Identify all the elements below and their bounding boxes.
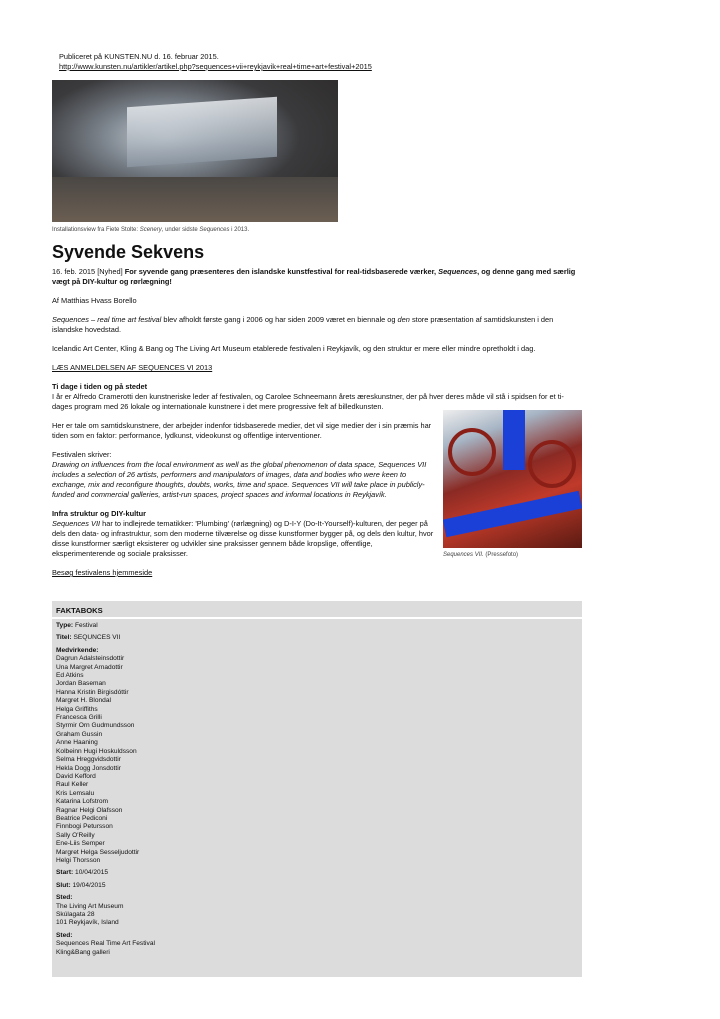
participant: Helgi Thorsson xyxy=(56,856,101,864)
participant: Katarina Lofstrom xyxy=(56,798,109,806)
paragraph-5 xyxy=(52,519,434,559)
press-photo-caption xyxy=(443,550,518,560)
p-italic: Sequences – real time art festival xyxy=(52,315,162,324)
article-url-link[interactable]: http://www.kunsten.nu/artikler/artikel.php?sequences+vii+reykjavik+real+time+art+festival+2015 xyxy=(59,62,372,71)
festival-homepage-link[interactable]: Besøg festivalens hjemmeside xyxy=(52,568,153,577)
participant: Styrmir Orn Gudmundsson xyxy=(56,722,135,730)
venue-line: The Living Art Museum xyxy=(56,902,124,910)
venue-line: Sequences Real Time Art Festival xyxy=(56,940,155,948)
value: SEQUNCES VII xyxy=(71,634,121,642)
fact-participants xyxy=(56,647,155,866)
fact-box xyxy=(52,601,582,977)
paragraph-4: Her er tale om samtidskunstnere, der arbejder indenfor tidsbaserede medier, det vil sige medier der i sin præmis har tiden som en faktor: performance, lydkunst, videokunst og offentlige interventioner. xyxy=(52,421,432,440)
venue-line: Kling&Bang galleri xyxy=(56,948,110,956)
participant: Hekla Dogg Jonsdottir xyxy=(56,764,121,772)
value: 19/04/2015 xyxy=(70,881,106,889)
caption-text: i 2013. xyxy=(229,227,250,233)
lead-date: 16. feb. 2015 [Nyhed] xyxy=(52,267,125,276)
lead xyxy=(52,267,582,287)
participant: Margret Helga Sesseljudottir xyxy=(56,848,140,856)
paragraph-3: I år er Alfredo Cramerotti den kunstneriske leder af festivalen, og Carolee Schneemann årets æreskunstner, der på hver deres måde vil stå i spidsen for et ti-dages program med 26 lokale og internationale kunstnere i det mere progressive felt af billedkunsten. xyxy=(52,392,564,411)
author: Af Matthias Hvass Borello xyxy=(52,296,137,305)
label: Sted: xyxy=(56,931,73,939)
participant: Selma Hreggvidsdottir xyxy=(56,756,121,764)
participant: Ene-Liis Semper xyxy=(56,840,105,848)
label: Medvirkende: xyxy=(56,646,99,654)
participant: Margret H. Blondal xyxy=(56,697,111,705)
label: Slut: xyxy=(56,881,71,889)
caption-text: Installationsview fra Fiete Stolte: xyxy=(52,227,140,233)
divider xyxy=(52,617,582,619)
participant: Kris Lemsalu xyxy=(56,789,95,797)
participant: Hanna Kristin Birgisdóttir xyxy=(56,688,129,696)
fact-venue-2 xyxy=(56,932,155,957)
participant: Graham Gussin xyxy=(56,730,103,738)
fact-end xyxy=(56,882,155,890)
quote-intro: Festivalen skriver: xyxy=(52,450,112,459)
fact-start xyxy=(56,869,155,877)
subheading-2: Infra struktur og DIY-kultur xyxy=(52,509,147,518)
participant: Jordan Baseman xyxy=(56,680,106,688)
photo-caption xyxy=(52,225,249,235)
p-italic: den xyxy=(397,315,410,324)
paragraph-2: Icelandic Art Center, Kling & Bang og The Living Art Museum etablerede festivalen i Reykjavík, og den struktur er mere eller mindre opretholdt i dag. xyxy=(52,344,536,353)
participant: Kolbeinn Hugi Hoskuldsson xyxy=(56,747,137,755)
venue-line: 101 Reykjavík, Island xyxy=(56,919,119,927)
lead-festival: Sequences xyxy=(438,267,478,276)
festival-quote: Drawing on influences from the local environment as well as the global phenomenon of data space, Sequences VII includes a selection of 26 artists, performers and manipulators of images, data and bodies who were keen to exchange, mix and reconfigure thoughts, doubts, works, time and space. Sequences VII will take place in publicly-funded and commercial galleries, artist-run spaces, project spaces and informal locations in Reykjavík. xyxy=(52,460,427,499)
lead-text: , og denne gang med særlig vægt på DIY-kultur og rørlægning! xyxy=(52,267,576,286)
label: Sted: xyxy=(56,894,73,902)
participant: Helga Griffiths xyxy=(56,705,98,713)
paragraph-1 xyxy=(52,315,582,335)
caption-festival: Sequences xyxy=(199,227,230,233)
participant: Una Margret Arnadottir xyxy=(56,663,123,671)
participant: Ed Atkins xyxy=(56,672,84,680)
subheading-1: Ti dage i tiden og på stedet xyxy=(52,382,148,391)
fact-venue-1 xyxy=(56,894,155,928)
review-link[interactable]: LÆS ANMELDELSEN AF SEQUENCES VI 2013 xyxy=(52,363,213,372)
participant: Dagrun Adalsteinsdottir xyxy=(56,655,125,663)
label: Type: xyxy=(56,622,74,629)
caption-work: Scenery xyxy=(139,227,162,233)
installation-photo xyxy=(52,80,338,222)
p-text: blev afholdt første gang i 2006 og har siden 2009 været en biennale og xyxy=(161,315,398,324)
participant: Anne Haaning xyxy=(56,739,98,747)
value: 10/04/2015 xyxy=(73,869,109,877)
p-text: store præsentation af samtidskunsten i den islandske hovedstad. xyxy=(52,315,554,334)
fact-box-header: FAKTABOKS xyxy=(56,606,103,615)
participant: Raul Keller xyxy=(56,781,89,789)
p-italic: Sequences VII xyxy=(52,519,101,528)
venue-line: Skúlagata 28 xyxy=(56,911,95,918)
fact-title xyxy=(56,634,155,642)
fact-type xyxy=(56,622,155,630)
participant: Francesca Grilli xyxy=(56,714,102,722)
caption-text: (Pressefoto) xyxy=(483,552,519,558)
participant: Sally O'Reilly xyxy=(56,831,95,839)
press-photo xyxy=(443,410,582,548)
label: Start: xyxy=(56,869,74,877)
caption-title: Sequences VII. xyxy=(443,552,484,558)
participant: David Kefford xyxy=(56,772,96,780)
p-text: har to indlejrede tematikker: 'Plumbing' (rørlægning) og D-I-Y (Do-It-Yourself)-kulturen, der peger på dels den data- og infrastruktur, som den moderne tilværelse og disse kunstformer bygger på, og dels den kultur, hvor disse kunstformer særligt eksisterer og udvikler sine praksisser gennem både kropslige, offentlige, eksperimenterende og sociale praksisser. xyxy=(52,519,434,558)
participant: Ragnar Helgi Olafsson xyxy=(56,806,123,814)
label: Titel: xyxy=(56,634,72,642)
published-note: Publiceret på KUNSTEN.NU d. 16. februar 2015. xyxy=(59,52,219,61)
value: Festival xyxy=(73,622,98,629)
publication-header xyxy=(59,52,372,72)
caption-text: , under sidste xyxy=(161,227,200,233)
article-title: Syvende Sekvens xyxy=(52,242,205,262)
participant: Beatrice Pediconi xyxy=(56,814,108,822)
participant: Finnbogi Petursson xyxy=(56,823,113,831)
lead-text: For syvende gang præsenteres den islandske kunstfestival for real-tidsbaserede værker, xyxy=(124,267,439,276)
